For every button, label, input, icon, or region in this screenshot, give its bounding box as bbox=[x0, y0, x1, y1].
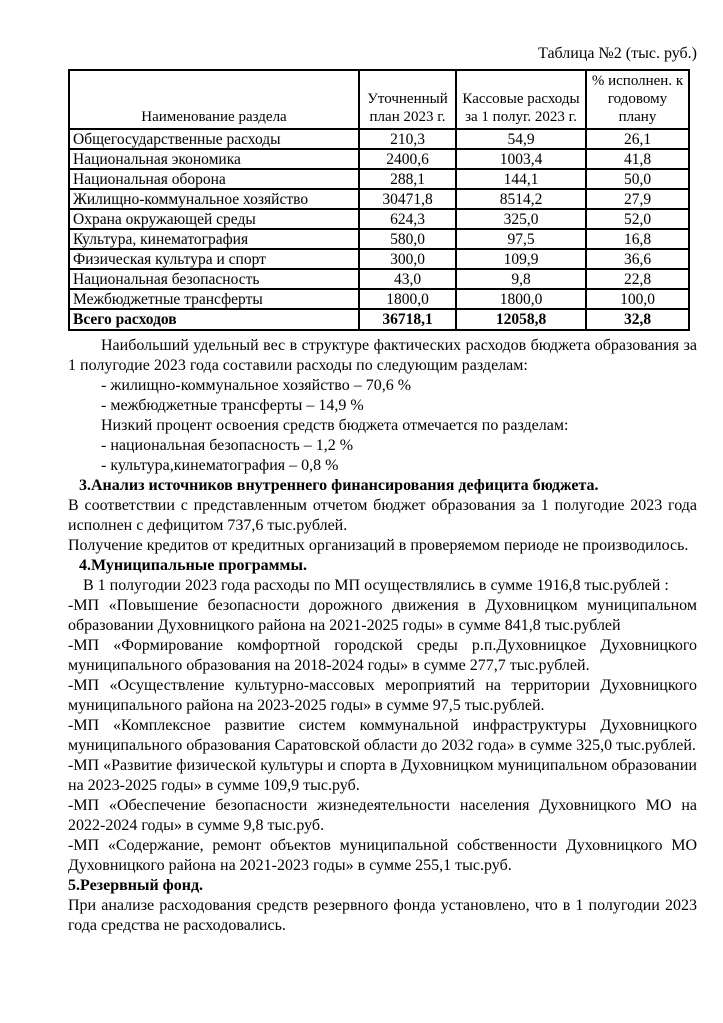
value-cell: 288,1 bbox=[359, 169, 456, 189]
budget-table bbox=[68, 69, 690, 331]
value-cell: 109,9 bbox=[456, 249, 586, 269]
section-name-cell: Межбюджетные трансферты bbox=[69, 289, 359, 309]
paragraph: Получение кредитов от кредитных организаций в проверяемом периоде не производилось. bbox=[68, 537, 689, 554]
section-name-cell: Охрана окружающей среды bbox=[69, 209, 359, 229]
section-name-cell: Общегосударственные расходы bbox=[69, 129, 359, 149]
document-body bbox=[68, 336, 697, 936]
table-total-row bbox=[69, 309, 689, 330]
table-row bbox=[69, 189, 689, 209]
value-cell: 22,8 bbox=[586, 269, 689, 289]
value-cell: 1003,4 bbox=[456, 149, 586, 169]
value-cell: 41,8 bbox=[586, 149, 689, 169]
section-name-cell: Национальная безопасность bbox=[69, 269, 359, 289]
value-cell: 9,8 bbox=[456, 269, 586, 289]
section-name-cell: Жилищно-коммунальное хозяйство bbox=[69, 189, 359, 209]
paragraph: -МП «Развитие физической культуры и спорта в Духовницком муниципальном образовании на 2023-2025 годы» в сумме 109,9 тыс.руб. bbox=[68, 757, 697, 794]
section-heading: 5.Резервный фонд. bbox=[68, 877, 204, 894]
value-cell: 2400,6 bbox=[359, 149, 456, 169]
value-cell: 580,0 bbox=[359, 229, 456, 249]
col-header-percent-executed: % исполнен. к годовому плану bbox=[586, 70, 689, 129]
paragraph: -МП «Обеспечение безопасности жизнедеятельности населения Духовницкого МО на 2022-2024 годы» в сумме 9,8 тыс.руб. bbox=[68, 797, 697, 834]
value-cell: 1800,0 bbox=[456, 289, 586, 309]
value-cell: 36,6 bbox=[586, 249, 689, 269]
value-cell: 325,0 bbox=[456, 209, 586, 229]
value-cell: 1800,0 bbox=[359, 289, 456, 309]
value-cell: 144,1 bbox=[456, 169, 586, 189]
paragraph: - жилищно-коммунальное хозяйство – 70,6 % bbox=[101, 377, 412, 394]
paragraph: В 1 полугодии 2023 года расходы по МП осуществлялись в сумме 1916,8 тыс.рублей : bbox=[83, 577, 669, 594]
value-cell: 8514,2 bbox=[456, 189, 586, 209]
paragraph: - межбюджетные трансферты – 14,9 % bbox=[101, 397, 364, 414]
table-row bbox=[69, 269, 689, 289]
section-name-cell: Всего расходов bbox=[69, 309, 359, 330]
value-cell: 30471,8 bbox=[359, 189, 456, 209]
value-cell: 26,1 bbox=[586, 129, 689, 149]
table-row bbox=[69, 289, 689, 309]
table-row bbox=[69, 209, 689, 229]
value-cell: 97,5 bbox=[456, 229, 586, 249]
value-cell: 100,0 bbox=[586, 289, 689, 309]
paragraph: Наибольший удельный вес в структуре фактических расходов бюджета образования за 1 полугодие 2023 года составили расходы по следующим разделам: bbox=[68, 337, 697, 374]
value-cell: 36718,1 bbox=[359, 309, 456, 330]
paragraph: В соответствии с представленным отчетом бюджет образования за 1 полугодие 2023 года исполнен с дефицитом 737,6 тыс.рублей. bbox=[68, 497, 697, 534]
paragraph: Низкий процент освоения средств бюджета отмечается по разделам: bbox=[101, 417, 569, 434]
value-cell: 210,3 bbox=[359, 129, 456, 149]
section-name-cell: Физическая культура и спорт bbox=[69, 249, 359, 269]
value-cell: 624,3 bbox=[359, 209, 456, 229]
table-row bbox=[69, 149, 689, 169]
value-cell: 300,0 bbox=[359, 249, 456, 269]
table-caption: Таблица №2 (тыс. руб.) bbox=[538, 45, 697, 62]
paragraph: - культура,кинематография – 0,8 % bbox=[101, 457, 339, 474]
paragraph: -МП «Содержание, ремонт объектов муниципальной собственности Духовницкого МО Духовницкого района на 2021-2023 годы» в сумме 255,1 тыс.руб. bbox=[68, 837, 697, 874]
value-cell: 12058,8 bbox=[456, 309, 586, 330]
table-row bbox=[69, 169, 689, 189]
value-cell: 52,0 bbox=[586, 209, 689, 229]
section-heading: 3.Анализ источников внутреннего финансирования дефицита бюджета. bbox=[79, 477, 599, 494]
table-row bbox=[69, 229, 689, 249]
col-header-cash-expenses: Кассовые расходы за 1 полуг. 2023 г. bbox=[456, 70, 586, 129]
paragraph: -МП «Комплексное развитие систем коммунальной инфраструктуры Духовницкого муниципального образования Саратовской области до 2032 года» в сумме 325,0 тыс.рублей. bbox=[68, 717, 697, 754]
value-cell: 27,9 bbox=[586, 189, 689, 209]
col-header-section-name: Наименование раздела bbox=[69, 70, 359, 129]
value-cell: 43,0 bbox=[359, 269, 456, 289]
value-cell: 50,0 bbox=[586, 169, 689, 189]
paragraph: При анализе расходования средств резервного фонда установлено, что в 1 полугодии 2023 года средства не расходовались. bbox=[68, 897, 697, 934]
value-cell: 32,8 bbox=[586, 309, 689, 330]
table-header-row bbox=[69, 70, 689, 129]
value-cell: 16,8 bbox=[586, 229, 689, 249]
paragraph: -МП «Формирование комфортной городской среды р.п.Духовницкое Духовницкого муниципального образования на 2018-2024 годы» в сумме 277,7 тыс.рублей. bbox=[68, 637, 697, 674]
col-header-updated-plan: Уточненный план 2023 г. bbox=[359, 70, 456, 129]
section-heading: 4.Муниципальные программы. bbox=[79, 557, 307, 574]
section-name-cell: Национальная оборона bbox=[69, 169, 359, 189]
table-body bbox=[69, 129, 689, 330]
paragraph: - национальная безопасность – 1,2 % bbox=[101, 437, 354, 454]
paragraph: -МП «Осуществление культурно-массовых мероприятий на территории Духовницкого муниципального района на 2023-2025 годы» в сумме 97,5 тыс.рублей. bbox=[68, 677, 697, 714]
table-row bbox=[69, 249, 689, 269]
paragraph: -МП «Повышение безопасности дорожного движения в Духовницком муниципальном образовании Духовницкого района на 2021-2025 годы» в сумме 841,8 тыс.рублей bbox=[68, 597, 697, 634]
value-cell: 54,9 bbox=[456, 129, 586, 149]
section-name-cell: Национальная экономика bbox=[69, 149, 359, 169]
table-row bbox=[69, 129, 689, 149]
section-name-cell: Культура, кинематография bbox=[69, 229, 359, 249]
